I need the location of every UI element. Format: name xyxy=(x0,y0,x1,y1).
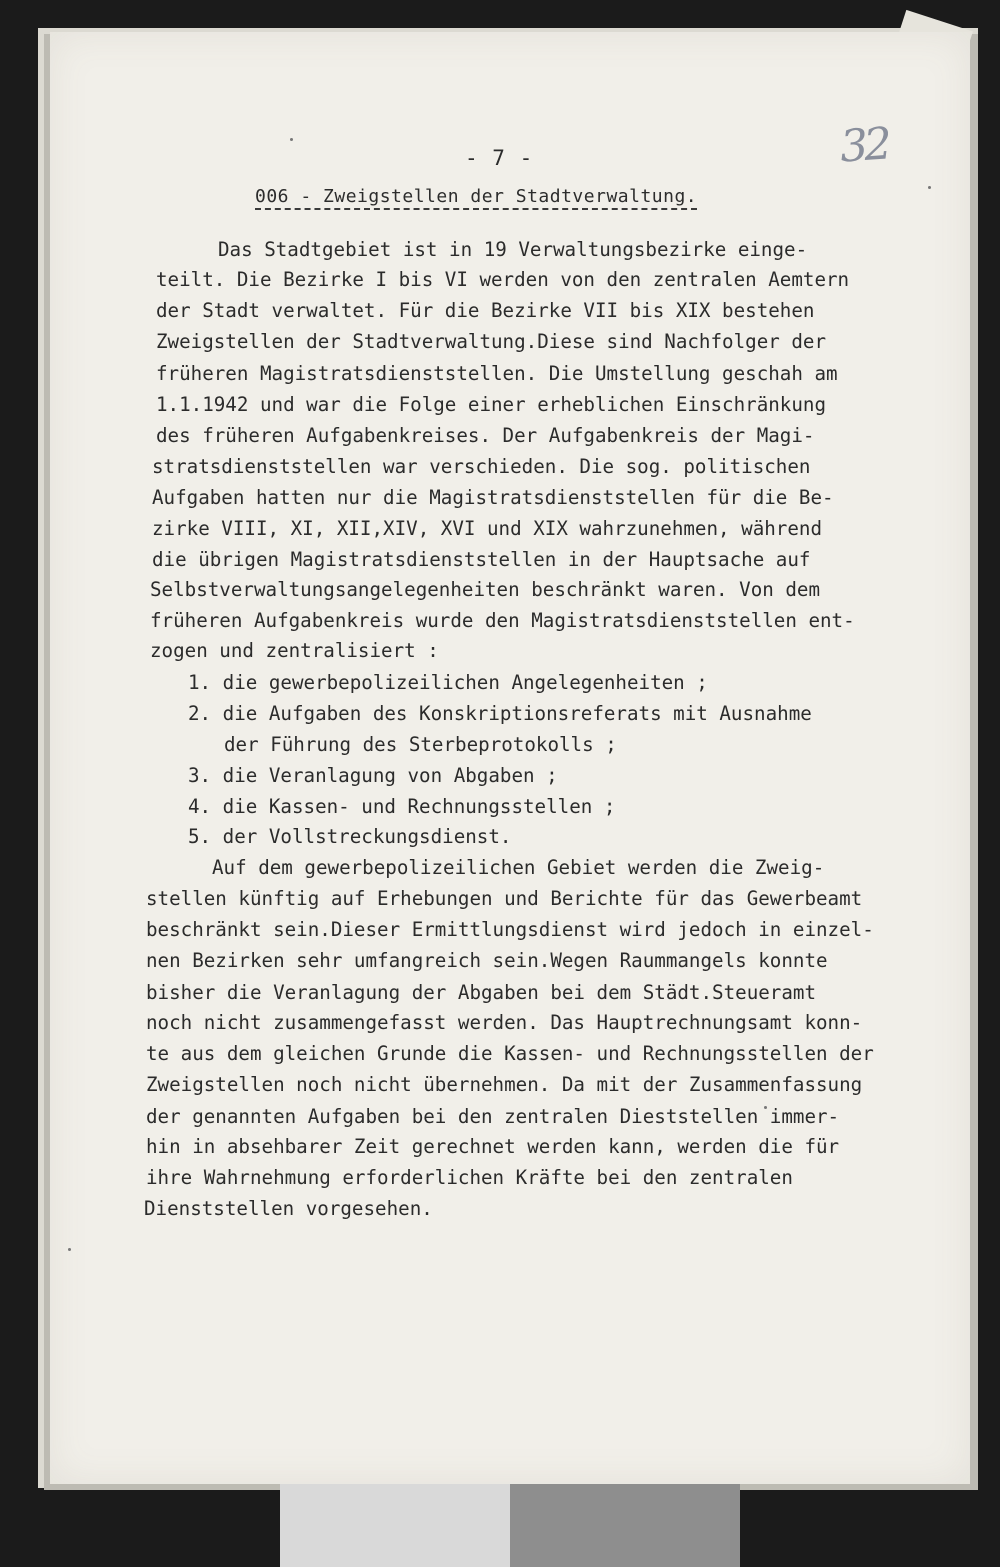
list-item: 2. die Aufgaben des Konskriptionsreferats mit Ausnahme xyxy=(188,702,812,725)
body-line: Das Stadtgebiet ist in 19 Verwaltungsbezirke einge- xyxy=(218,238,808,261)
body-line: zogen und zentralisiert : xyxy=(150,639,439,662)
body-line: die übrigen Magistratsdienststellen in der Hauptsache auf xyxy=(152,548,811,571)
body-line: bisher die Veranlagung der Abgaben bei dem Städt.Steueramt xyxy=(146,981,817,1004)
body-line: früheren Aufgabenkreis wurde den Magistratsdienststellen ent- xyxy=(150,609,855,632)
body-line: zirke VIII, XI, XII,XIV, XVI und XIX wahrzunehmen, während xyxy=(152,517,823,540)
body-line: Auf dem gewerbepolizeilichen Gebiet werden die Zweig- xyxy=(212,856,825,879)
body-line: nen Bezirken sehr umfangreich sein.Wegen Raummangels konnte xyxy=(146,949,828,972)
body-line: beschränkt sein.Dieser Ermittlungsdienst wird jedoch in einzel- xyxy=(146,918,874,941)
scan-strip-light xyxy=(280,1484,510,1567)
body-line: früheren Magistratsdienststellen. Die Umstellung geschah am xyxy=(156,362,838,385)
paper-speck xyxy=(928,186,931,189)
body-line: Zweigstellen der Stadtverwaltung.Diese sind Nachfolger der xyxy=(156,330,827,353)
list-item: 5. der Vollstreckungsdienst. xyxy=(188,825,512,848)
body-line: Aufgaben hatten nur die Magistratsdienststellen für die Be- xyxy=(152,486,834,509)
scan-strip-dark xyxy=(510,1484,740,1567)
body-line: teilt. Die Bezirke I bis VI werden von den zentralen Aemtern xyxy=(156,268,850,291)
paper-speck xyxy=(290,138,293,141)
folio-number: 32 xyxy=(838,118,890,173)
body-line: te aus dem gleichen Grunde die Kassen- und Rechnungsstellen der xyxy=(146,1042,874,1065)
list-item: der Führung des Sterbeprotokolls ; xyxy=(224,733,617,756)
body-line: stellen künftig auf Erhebungen und Berichte für das Gewerbeamt xyxy=(146,887,863,910)
body-line: ihre Wahrnehmung erforderlichen Kräfte bei den zentralen xyxy=(146,1166,793,1189)
list-item: 3. die Veranlagung von Abgaben ; xyxy=(188,764,558,787)
page-number: - 7 - xyxy=(465,146,534,170)
body-line: hin in absehbarer Zeit gerechnet werden kann, werden die für xyxy=(146,1135,840,1158)
section-heading: 006 - Zweigstellen der Stadtverwaltung. xyxy=(255,186,697,210)
body-line: Selbstverwaltungsangelegenheiten beschränkt waren. Von dem xyxy=(150,578,821,601)
body-line: Dienststellen vorgesehen. xyxy=(144,1197,433,1220)
body-line: der genannten Aufgaben bei den zentralen Dieststellen immer- xyxy=(146,1105,840,1128)
body-line: stratsdienststellen war verschieden. Die sog. politischen xyxy=(152,455,811,478)
body-line: noch nicht zusammengefasst werden. Das Hauptrechnungsamt konn- xyxy=(146,1011,863,1034)
body-line: Zweigstellen noch nicht übernehmen. Da mit der Zusammenfassung xyxy=(146,1073,863,1096)
list-item: 4. die Kassen- und Rechnungsstellen ; xyxy=(188,795,616,818)
body-line: 1.1.1942 und war die Folge einer erheblichen Einschränkung xyxy=(156,393,827,416)
body-line: der Stadt verwaltet. Für die Bezirke VII bis XIX bestehen xyxy=(156,299,815,322)
list-item: 1. die gewerbepolizeilichen Angelegenheiten ; xyxy=(188,671,708,694)
paper-speck xyxy=(68,1248,71,1251)
body-line: des früheren Aufgabenkreises. Der Aufgabenkreis der Magi- xyxy=(156,424,815,447)
